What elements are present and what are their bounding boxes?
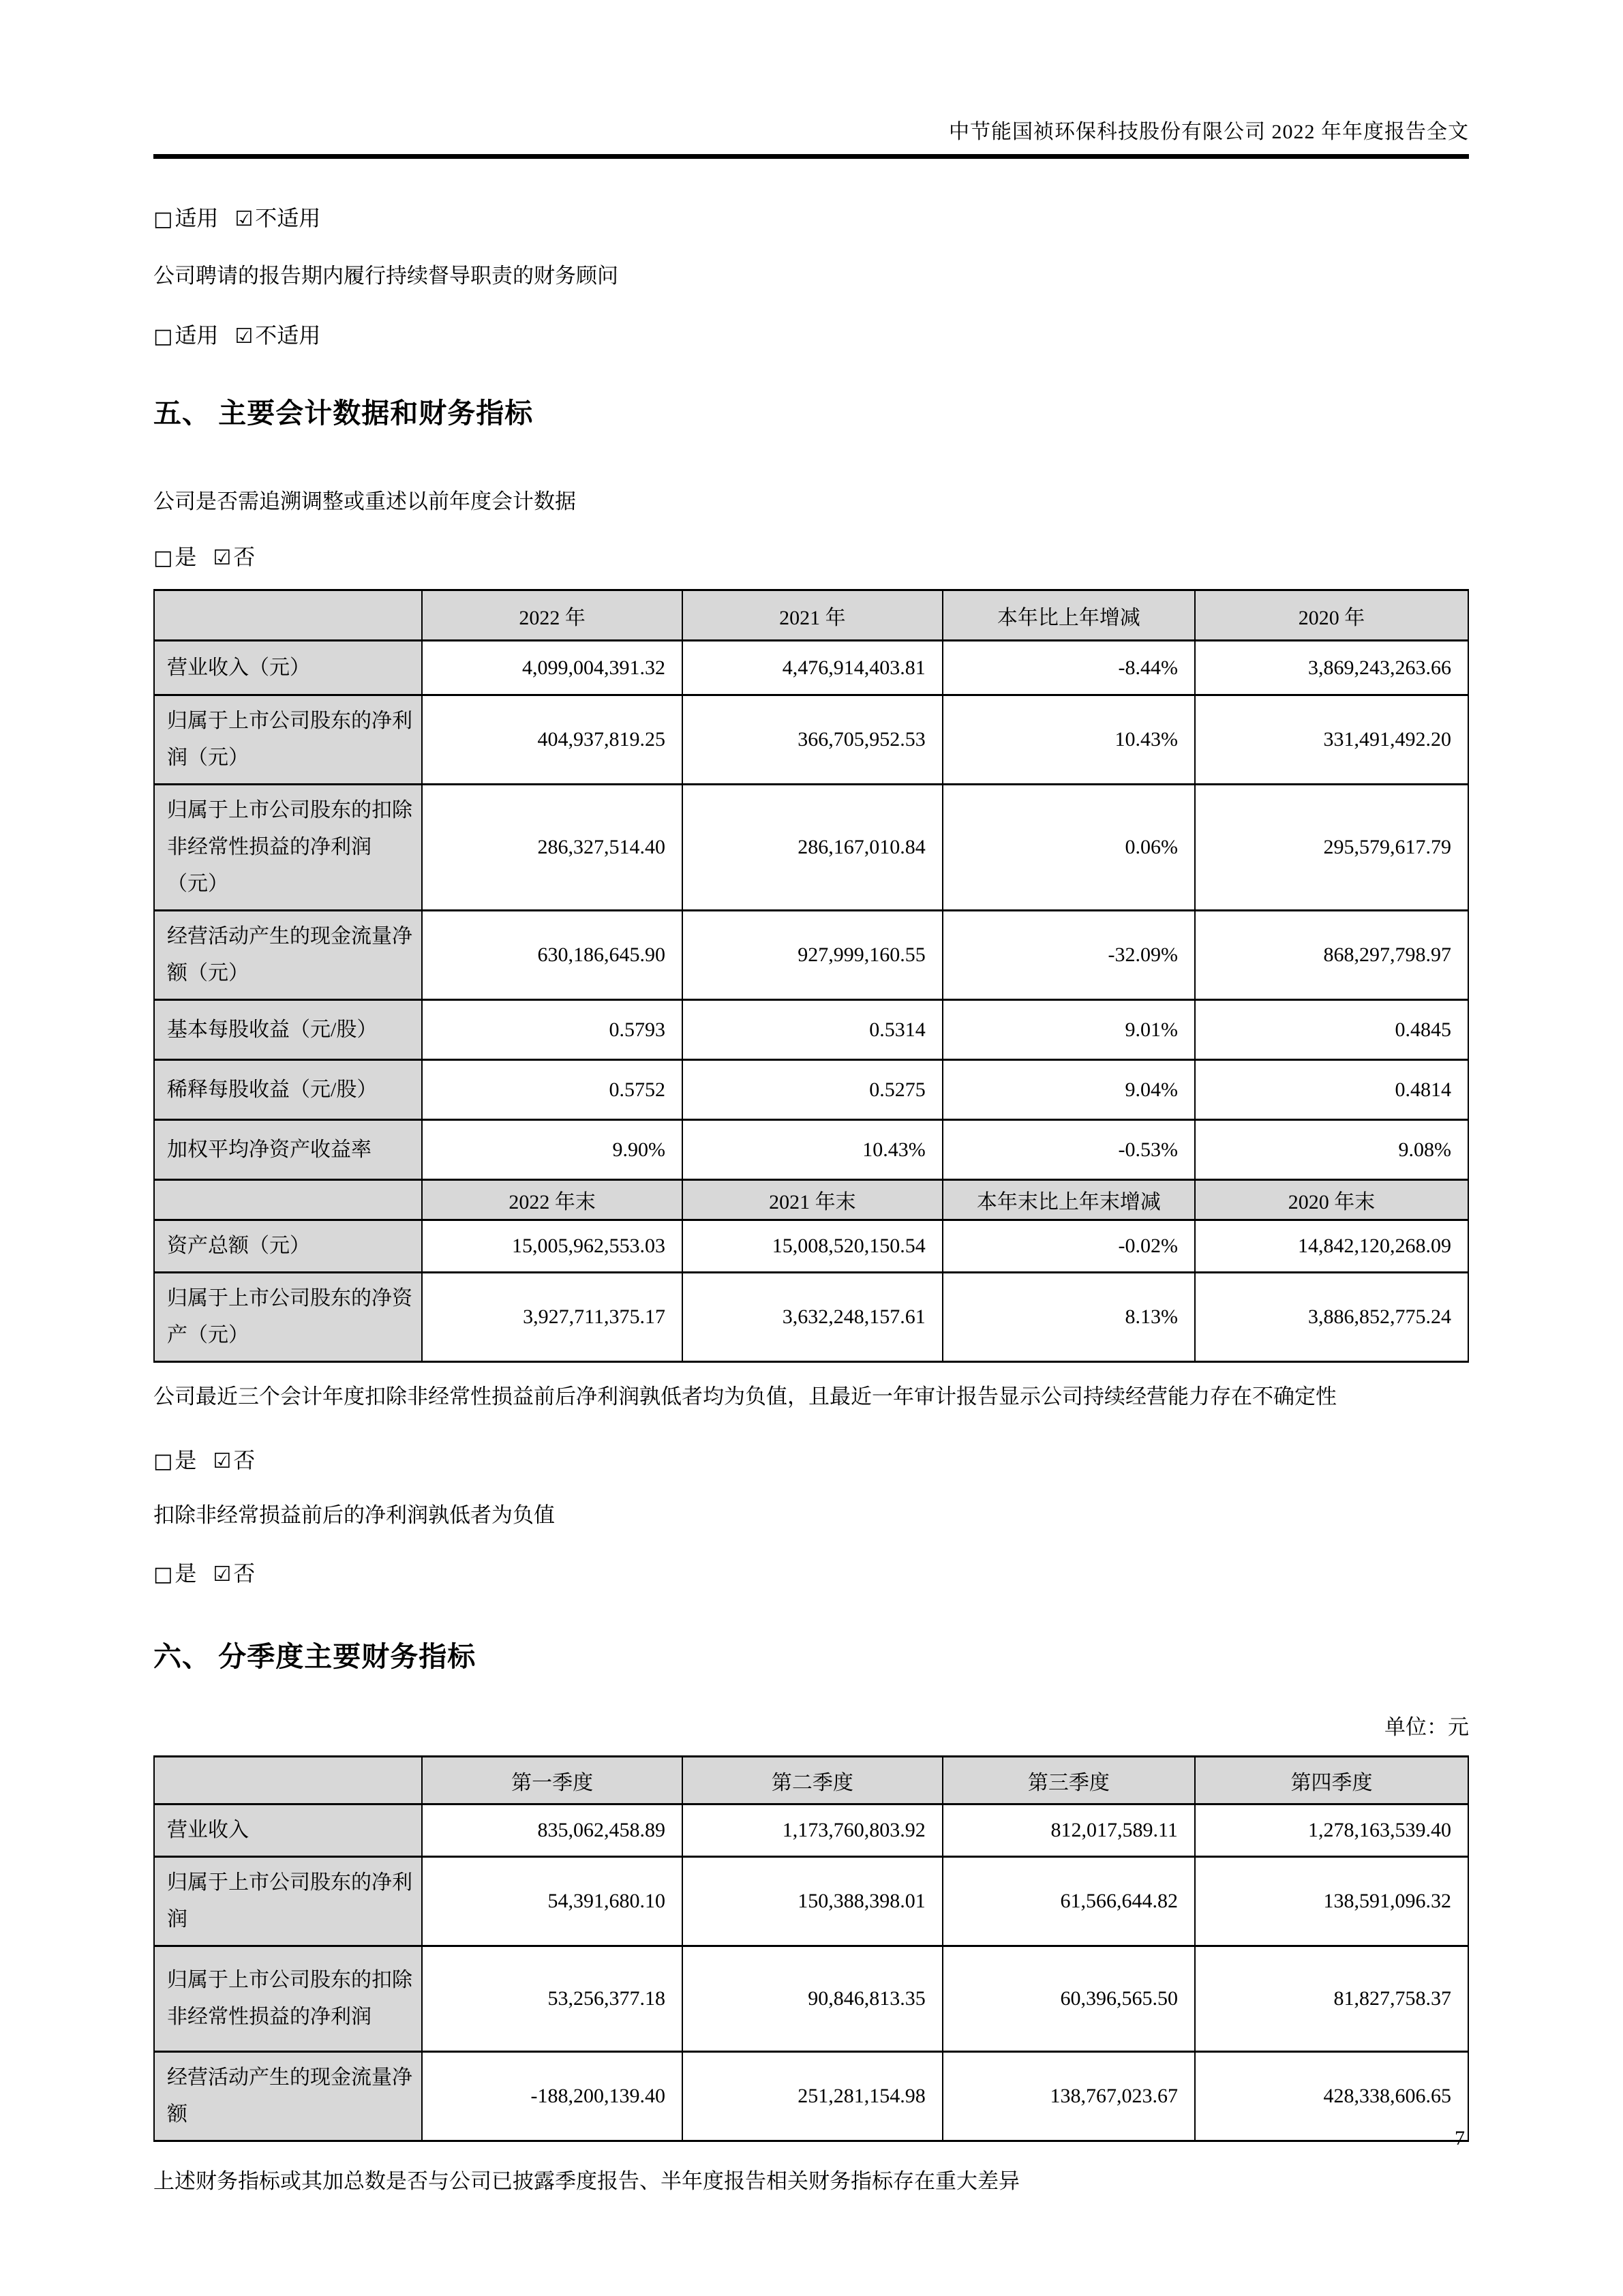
yes-option xyxy=(153,545,196,569)
row-label-cell: 基本每股收益（元/股） xyxy=(154,1000,422,1060)
value-cell: 0.5314 xyxy=(682,1000,943,1060)
no-option xyxy=(213,545,255,569)
quarterly-difference-note: 上述财务指标或其加总数是否与公司已披露季度报告、半年度报告相关财务指标存在重大差异 xyxy=(153,2169,1020,2194)
checkbox-unchecked-icon: □ xyxy=(153,324,173,349)
value-cell: 1,278,163,539.40 xyxy=(1195,1804,1468,1857)
value-cell: 61,566,644.82 xyxy=(943,1857,1195,1946)
value-cell: 3,886,852,775.24 xyxy=(1195,1273,1468,1362)
header-cell: 第四季度 xyxy=(1195,1757,1468,1804)
value-cell: 0.5752 xyxy=(422,1060,682,1120)
unit-label: 单位：元 xyxy=(1384,1715,1469,1740)
key-financials-table xyxy=(153,589,1469,1363)
value-cell: -188,200,139.40 xyxy=(422,2052,682,2141)
value-cell: 286,327,514.40 xyxy=(422,785,682,911)
checkbox-unchecked-icon: □ xyxy=(153,1449,173,1474)
checkbox-unchecked-icon: □ xyxy=(153,1562,173,1587)
value-cell: 8.13% xyxy=(943,1273,1195,1362)
value-cell: 150,388,398.01 xyxy=(682,1857,943,1946)
row-label-cell: 稀释每股收益（元/股） xyxy=(154,1060,422,1120)
deduct-note: 扣除非经常损益前后的净利润孰低者为负值 xyxy=(153,1503,555,1528)
applicable-option xyxy=(153,323,218,348)
header-cell: 第二季度 xyxy=(682,1757,943,1804)
value-cell: 138,591,096.32 xyxy=(1195,1857,1468,1946)
value-cell: -0.02% xyxy=(943,1220,1195,1273)
yes-option xyxy=(153,1448,196,1472)
value-cell: 15,008,520,150.54 xyxy=(682,1220,943,1273)
option-label: 不适用 xyxy=(255,206,321,230)
option-label: 是 xyxy=(175,1448,197,1473)
header-cell: 第三季度 xyxy=(943,1757,1195,1804)
option-label: 否 xyxy=(233,1561,256,1586)
row-label-cell: 归属于上市公司股东的扣除非经常性损益的净利润（元） xyxy=(154,785,422,911)
value-cell: 3,927,711,375.17 xyxy=(422,1273,682,1362)
header-cell: 2021 年 xyxy=(682,590,943,641)
value-cell: 286,167,010.84 xyxy=(682,785,943,911)
checkbox-checked-icon: ☑ xyxy=(234,207,254,231)
header-rule xyxy=(153,154,1469,159)
checkbox-unchecked-icon: □ xyxy=(153,546,173,571)
table-row xyxy=(154,911,1468,1000)
header-cell xyxy=(154,1757,422,1804)
checkbox-checked-icon: ☑ xyxy=(213,1449,232,1474)
value-cell: 9.08% xyxy=(1195,1120,1468,1180)
value-cell: -0.53% xyxy=(943,1120,1195,1180)
value-cell: 0.06% xyxy=(943,785,1195,911)
yes-no-line xyxy=(153,1443,1469,1475)
value-cell: 0.5793 xyxy=(422,1000,682,1060)
checkbox-unchecked-icon: □ xyxy=(153,207,173,231)
value-cell: 9.01% xyxy=(943,1000,1195,1060)
checkbox-checked-icon: ☑ xyxy=(213,546,232,571)
value-cell: 4,099,004,391.32 xyxy=(422,641,682,695)
option-label: 否 xyxy=(233,1448,256,1473)
value-cell: 90,846,813.35 xyxy=(682,1946,943,2052)
checkbox-checked-icon: ☑ xyxy=(234,324,254,349)
value-cell: 0.4845 xyxy=(1195,1000,1468,1060)
row-label-cell: 经营活动产生的现金流量净额（元） xyxy=(154,911,422,1000)
value-cell: 60,396,565.50 xyxy=(943,1946,1195,2052)
table-row xyxy=(154,1804,1468,1857)
applicability-line xyxy=(153,318,1469,350)
table-header-row xyxy=(154,1757,1468,1804)
table-row xyxy=(154,1000,1468,1060)
table-row xyxy=(154,1120,1468,1180)
row-label-cell: 归属于上市公司股东的净利润（元） xyxy=(154,695,422,785)
header-cell xyxy=(154,590,422,641)
row-label-cell: 归属于上市公司股东的净资产（元） xyxy=(154,1273,422,1362)
value-cell: 3,869,243,263.66 xyxy=(1195,641,1468,695)
option-label: 适用 xyxy=(175,323,219,348)
row-label-cell: 归属于上市公司股东的净利润 xyxy=(154,1857,422,1946)
value-cell: 138,767,023.67 xyxy=(943,2052,1195,2141)
yes-no-line xyxy=(153,1556,1469,1588)
no-option xyxy=(213,1448,255,1472)
yes-option xyxy=(153,1561,196,1586)
table-row xyxy=(154,1857,1468,1946)
value-cell: 868,297,798.97 xyxy=(1195,911,1468,1000)
option-label: 否 xyxy=(233,545,256,570)
header-cell: 2020 年末 xyxy=(1195,1180,1468,1220)
value-cell: 4,476,914,403.81 xyxy=(682,641,943,695)
value-cell: 53,256,377.18 xyxy=(422,1946,682,2052)
quarterly-financials-table xyxy=(153,1755,1469,2142)
value-cell: 14,842,120,268.09 xyxy=(1195,1220,1468,1273)
page-number: 7 xyxy=(1455,2127,1465,2149)
applicable-option xyxy=(153,206,218,230)
value-cell: 10.43% xyxy=(943,695,1195,785)
row-label-cell: 营业收入 xyxy=(154,1804,422,1857)
header-cell: 2020 年 xyxy=(1195,590,1468,641)
value-cell: 15,005,962,553.03 xyxy=(422,1220,682,1273)
header-cell xyxy=(154,1180,422,1220)
value-cell: 295,579,617.79 xyxy=(1195,785,1468,911)
header-cell: 2021 年末 xyxy=(682,1180,943,1220)
section-6-title: 六、 分季度主要财务指标 xyxy=(153,1641,476,1673)
row-label-cell: 经营活动产生的现金流量净额 xyxy=(154,2052,422,2141)
not-applicable-option xyxy=(234,206,320,230)
table-header-row xyxy=(154,590,1468,641)
no-option xyxy=(213,1561,255,1586)
value-cell: 10.43% xyxy=(682,1120,943,1180)
option-label: 是 xyxy=(175,1561,197,1586)
table-row xyxy=(154,1060,1468,1120)
value-cell: -8.44% xyxy=(943,641,1195,695)
row-label-cell: 加权平均净资产收益率 xyxy=(154,1120,422,1180)
value-cell: 54,391,680.10 xyxy=(422,1857,682,1946)
value-cell: 3,632,248,157.61 xyxy=(682,1273,943,1362)
value-cell: 630,186,645.90 xyxy=(422,911,682,1000)
header-cell: 2022 年 xyxy=(422,590,682,641)
value-cell: 331,491,492.20 xyxy=(1195,695,1468,785)
row-label-cell: 归属于上市公司股东的扣除非经常性损益的净利润 xyxy=(154,1946,422,2052)
value-cell: 0.5275 xyxy=(682,1060,943,1120)
value-cell: 1,173,760,803.92 xyxy=(682,1804,943,1857)
value-cell: 9.90% xyxy=(422,1120,682,1180)
table-row xyxy=(154,1946,1468,2052)
advisor-paragraph: 公司聘请的报告期内履行持续督导职责的财务顾问 xyxy=(153,264,618,288)
applicability-line xyxy=(153,201,1469,232)
page-header-title: 中节能国祯环保科技股份有限公司 2022 年年度报告全文 xyxy=(949,121,1469,143)
value-cell: 428,338,606.65 xyxy=(1195,2052,1468,2141)
header-cell: 第一季度 xyxy=(422,1757,682,1804)
yes-no-line xyxy=(153,540,1469,571)
row-label-cell: 资产总额（元） xyxy=(154,1220,422,1273)
value-cell: 366,705,952.53 xyxy=(682,695,943,785)
value-cell: 835,062,458.89 xyxy=(422,1804,682,1857)
value-cell: 9.04% xyxy=(943,1060,1195,1120)
value-cell: 812,017,589.11 xyxy=(943,1804,1195,1857)
table-row xyxy=(154,641,1468,695)
value-cell: -32.09% xyxy=(943,911,1195,1000)
table-header-row xyxy=(154,1180,1468,1220)
table-row xyxy=(154,1273,1468,1362)
value-cell: 404,937,819.25 xyxy=(422,695,682,785)
section-5-title: 五、 主要会计数据和财务指标 xyxy=(153,397,534,429)
value-cell: 927,999,160.55 xyxy=(682,911,943,1000)
option-label: 不适用 xyxy=(255,323,321,348)
value-cell: 81,827,758.37 xyxy=(1195,1946,1468,2052)
header-cell: 2022 年末 xyxy=(422,1180,682,1220)
table-row xyxy=(154,695,1468,785)
option-label: 适用 xyxy=(175,206,219,230)
header-cell: 本年末比上年末增减 xyxy=(943,1180,1195,1220)
table-row xyxy=(154,2052,1468,2141)
restate-question: 公司是否需追溯调整或重述以前年度会计数据 xyxy=(153,489,576,514)
row-label-cell: 营业收入（元） xyxy=(154,641,422,695)
negative-profit-note: 公司最近三个会计年度扣除非经常性损益前后净利润孰低者均为负值，且最近一年审计报告显示公司持续经营能力存在不确定性 xyxy=(153,1385,1337,1409)
option-label: 是 xyxy=(175,545,197,570)
value-cell: 251,281,154.98 xyxy=(682,2052,943,2141)
table-row xyxy=(154,785,1468,911)
value-cell: 0.4814 xyxy=(1195,1060,1468,1120)
checkbox-checked-icon: ☑ xyxy=(213,1562,232,1587)
table-row xyxy=(154,1220,1468,1273)
header-cell: 本年比上年增减 xyxy=(943,590,1195,641)
not-applicable-option xyxy=(234,323,320,348)
